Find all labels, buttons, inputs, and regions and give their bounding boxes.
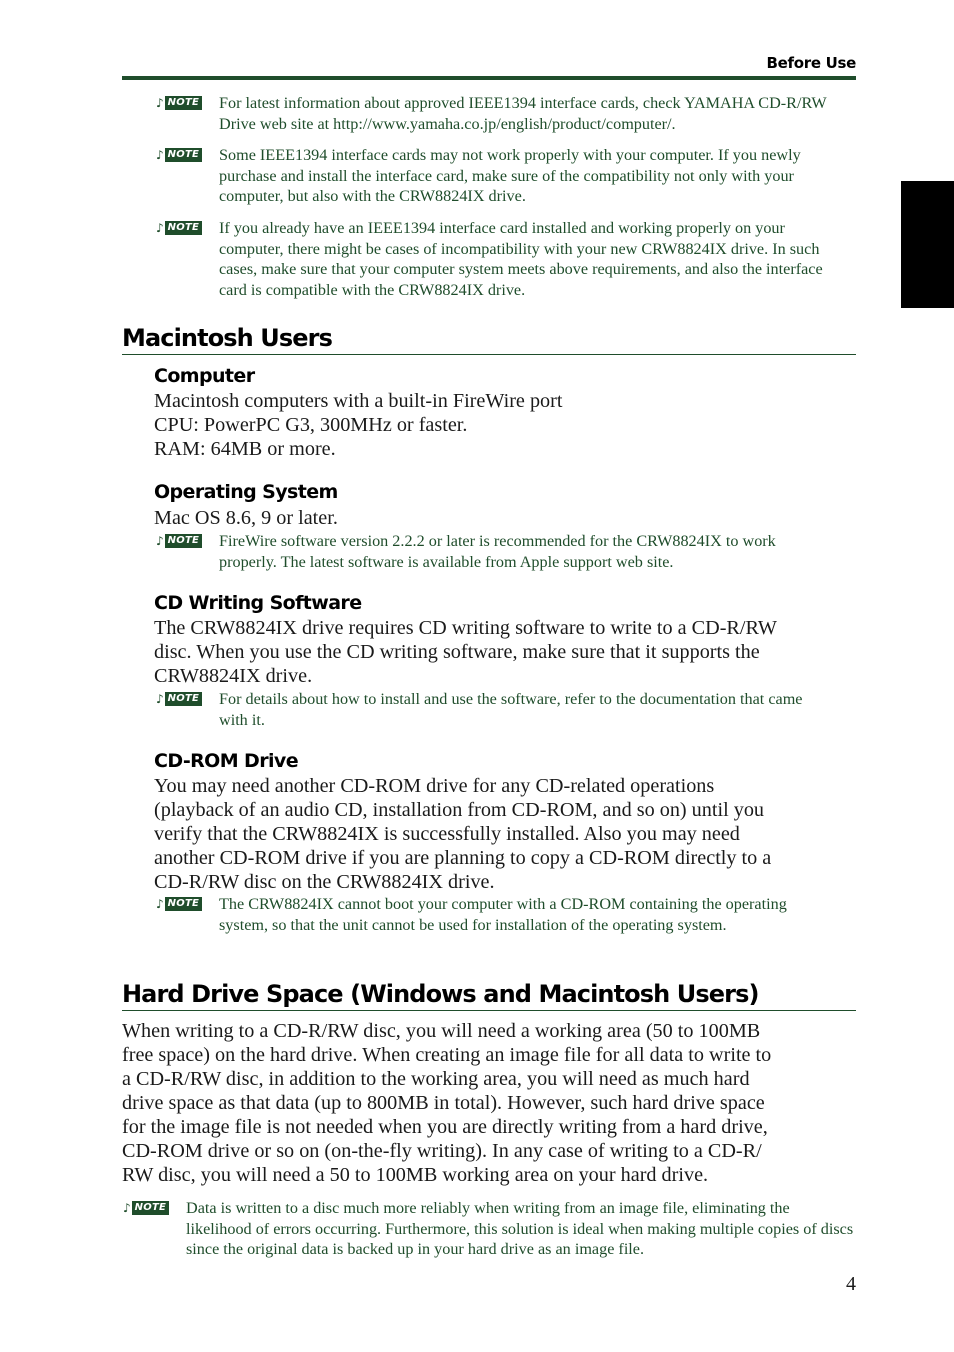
text-line: (playback of an audio CD, installation from CD-ROM, and so on) until you — [154, 799, 765, 821]
subheading-cd-rom-drive: CD-ROM Drive — [154, 750, 298, 772]
subheading-cd-writing-software: CD Writing Software — [154, 592, 362, 614]
text-line: CD-R/RW disc on the CRW8824IX drive. — [154, 871, 495, 893]
text-line: RAM: 64MB or more. — [154, 438, 336, 460]
note-text: For details about how to install and use the software, refer to the documentation that came with it. — [219, 690, 803, 729]
note-text: The CRW8824IX cannot boot your computer with a CD-ROM containing the operating system, so that the unit cannot be used for installation of the operating system. — [219, 895, 787, 934]
note-icon: ♪ NOTE — [156, 692, 219, 706]
subheading-operating-system: Operating System — [154, 481, 338, 503]
note-icon: ♪ NOTE — [156, 897, 219, 911]
note — [156, 218, 856, 300]
note — [156, 531, 856, 572]
computer-requirements — [154, 389, 562, 461]
subheading-computer: Computer — [154, 365, 255, 387]
cd-rom-requirements — [154, 774, 771, 894]
os-requirements — [154, 506, 338, 530]
text-line: RW disc, you will need a 50 to 100MB working area on your hard drive. — [122, 1164, 709, 1186]
note — [156, 93, 856, 134]
text-line: CD-ROM drive or so on (on-the-fly writing). In any case of writing to a CD-R/ — [122, 1140, 762, 1162]
note-text: Some IEEE1394 interface cards may not work properly with your computer. If you newly purchase and install the interface card, make sure of the compatibility not only with your computer, but also with the CRW8824IX drive. — [219, 146, 801, 206]
section-label: Before Use — [766, 54, 856, 72]
note-icon: ♪ NOTE — [156, 221, 219, 235]
chapter-tab — [901, 181, 954, 308]
note — [123, 1198, 863, 1260]
text-line: drive space as that data (up to 800MB in total). However, such hard drive space — [122, 1092, 765, 1114]
text-line: CRW8824IX drive. — [154, 665, 313, 687]
note-text: For latest information about approved IEEE1394 interface cards, check YAMAHA CD-R/RW Drive web site at http://www.yamaha.co.jp/english/product/computer/. — [219, 94, 827, 133]
note — [156, 894, 856, 935]
hard-drive-space-text — [122, 1019, 771, 1187]
text-line: Mac OS 8.6, 9 or later. — [154, 507, 338, 529]
text-line: for the image file is not needed when you are directly writing from a hard drive, — [122, 1116, 768, 1138]
text-line: another CD-ROM drive if you are planning to copy a CD-ROM directly to a — [154, 847, 772, 869]
text-line: free space) on the hard drive. When creating an image file for all data to write to — [122, 1044, 772, 1066]
text-line: The CRW8824IX drive requires CD writing software to write to a CD-R/RW — [154, 617, 777, 639]
text-line: You may need another CD-ROM drive for any CD-related operations — [154, 775, 715, 797]
note — [156, 689, 856, 730]
note-text: Data is written to a disc much more reliably when writing from an image file, eliminating the likelihood of errors occurring. Furthermore, this solution is ideal when making multiple copies of discs since the original data is backed up in your hard drive as an image file. — [186, 1199, 854, 1259]
note — [156, 145, 856, 207]
text-line: CPU: PowerPC G3, 300MHz or faster. — [154, 414, 468, 436]
text-line: verify that the CRW8824IX is successfully installed. Also you may need — [154, 823, 740, 845]
note-text: If you already have an IEEE1394 interface card installed and working properly on your computer, there might be cases of incompatibility with your new CRW8824IX drive. In such cases, make sure that your computer system meets above requirements, and also the interface card is compatible with the CRW8824IX drive. — [219, 219, 823, 299]
note-icon: ♪ NOTE — [156, 96, 219, 110]
cd-software-requirements — [154, 616, 777, 688]
note-icon: ♪ NOTE — [156, 534, 219, 548]
note-icon: ♪ NOTE — [123, 1201, 186, 1215]
text-line: a CD-R/RW disc, in addition to the working area, you will need as much hard — [122, 1068, 750, 1090]
note-text: FireWire software version 2.2.2 or later is recommended for the CRW8824IX to work properly. The latest software is available from Apple support web site. — [219, 532, 776, 571]
section-heading-macintosh: Macintosh Users — [122, 323, 856, 355]
text-line: disc. When you use the CD writing software, make sure that it supports the — [154, 641, 760, 663]
page-number: 4 — [846, 1273, 856, 1295]
page-header — [122, 52, 856, 80]
text-line: When writing to a CD-R/RW disc, you will need a working area (50 to 100MB — [122, 1020, 761, 1042]
text-line: Macintosh computers with a built-in FireWire port — [154, 390, 563, 412]
section-heading-hard-drive-space: Hard Drive Space (Windows and Macintosh Users) — [122, 979, 856, 1011]
note-icon: ♪ NOTE — [156, 148, 219, 162]
